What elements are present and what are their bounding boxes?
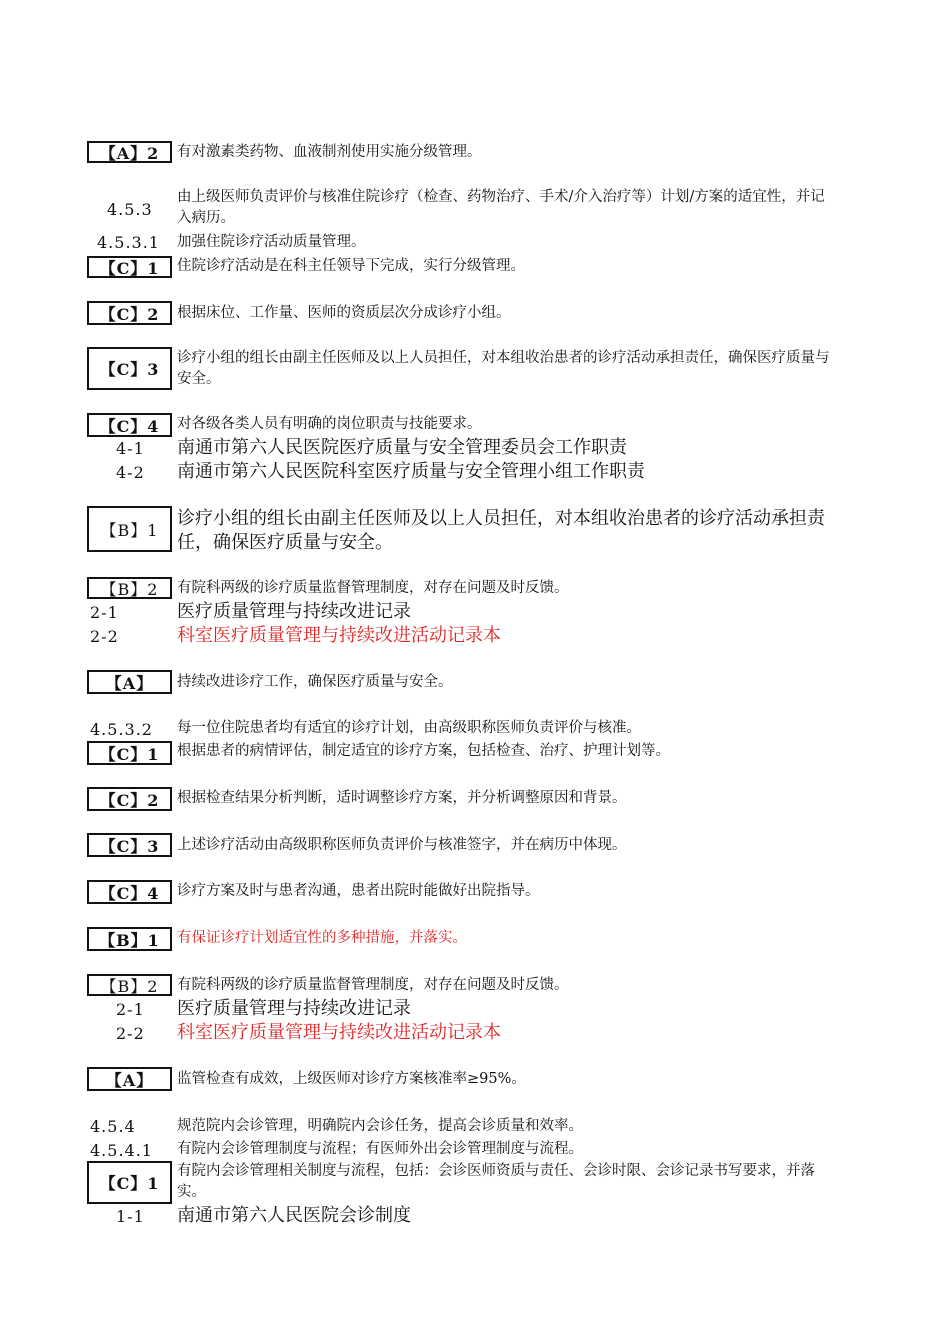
level-badge: 【B】1 [87, 506, 172, 552]
level-badge: 【A】 [87, 1067, 172, 1091]
document-title: 南通市第六人民医院会诊制度 [177, 1205, 411, 1226]
section-code: 4.5.4 [90, 1117, 136, 1136]
level-badge: 【C】1 [87, 256, 172, 278]
criterion-text: 根据床位、工作量、医师的资质层次分成诊疗小组。 [177, 305, 511, 321]
level-badge: 【C】1 [87, 741, 172, 765]
criterion-text: 住院诊疗活动是在科主任领导下完成，实行分级管理。 [177, 258, 525, 274]
document-title: 南通市第六人民医院医疗质量与安全管理委员会工作职责 [177, 437, 627, 458]
level-badge: 【C】4 [87, 880, 172, 904]
document-code: 2-1 [90, 603, 119, 622]
criterion-text: 诊疗方案及时与患者沟通，患者出院时能做好出院指导。 [177, 883, 540, 899]
section-title: 由上级医师负责评价与核准住院诊疗（检查、药物治疗、手术/介入治疗等）计划/方案的适宜性，并记入病历。 [177, 189, 825, 226]
section-code: 4.5.4.1 [90, 1141, 153, 1160]
document-title: 医疗质量管理与持续改进记录 [177, 601, 411, 622]
level-badge: 【A】2 [87, 141, 172, 163]
criterion-text: 有院内会诊管理相关制度与流程，包括：会诊医师资质与责任、会诊时限、会诊记录书写要求，并落实。 [177, 1163, 815, 1200]
section-title: 规范院内会诊管理，明确院内会诊任务，提高会诊质量和效率。 [177, 1118, 583, 1134]
level-badge: 【C】2 [87, 301, 172, 325]
level-badge: 【C】2 [87, 787, 172, 811]
document-code: 4-2 [116, 463, 145, 482]
document-code: 2-2 [90, 627, 119, 646]
document-title: 科室医疗质量管理与持续改进活动记录本 [177, 625, 501, 646]
criterion-text: 有对激素类药物、血液制剂使用实施分级管理。 [177, 144, 482, 160]
criterion-text: 上述诊疗活动由高级职称医师负责评价与核准签字，并在病历中体现。 [177, 837, 627, 853]
document-code: 1-1 [116, 1207, 145, 1226]
section-title: 加强住院诊疗活动质量管理。 [177, 234, 366, 250]
criterion-text: 诊疗小组的组长由副主任医师及以上人员担任，对本组收治患者的诊疗活动承担责任，确保医疗质量与安全。 [177, 350, 830, 387]
section-code: 4.5.3.2 [90, 720, 153, 739]
criterion-text: 持续改进诊疗工作，确保医疗质量与安全。 [177, 674, 453, 690]
level-badge: 【B】2 [87, 974, 172, 996]
level-badge: 【C】4 [87, 413, 172, 437]
criterion-text: 对各级各类人员有明确的岗位职责与技能要求。 [177, 416, 482, 432]
criterion-text: 有院科两级的诊疗质量监督管理制度，对存在问题及时反馈。 [177, 977, 569, 993]
criterion-text: 监管检查有成效，上级医师对诊疗方案核准率≥95%。 [177, 1071, 526, 1087]
level-badge: 【B】2 [87, 577, 172, 599]
level-badge: 【C】3 [87, 347, 172, 390]
criterion-text: 有保证诊疗计划适宜性的多种措施，并落实。 [177, 930, 467, 946]
document-code: 4-1 [116, 439, 145, 458]
section-title: 有院内会诊管理制度与流程；有医师外出会诊管理制度与流程。 [177, 1141, 583, 1157]
document-title: 科室医疗质量管理与持续改进活动记录本 [177, 1022, 501, 1043]
document-title: 医疗质量管理与持续改进记录 [177, 998, 411, 1019]
level-badge: 【A】 [87, 670, 172, 694]
level-badge: 【B】1 [87, 927, 172, 951]
document-code: 2-2 [116, 1024, 145, 1043]
section-code: 4.5.3 [107, 200, 153, 219]
document-code: 2-1 [116, 1000, 145, 1019]
section-title: 每一位住院患者均有适宜的诊疗计划，由高级职称医师负责评价与核准。 [177, 720, 641, 736]
level-badge: 【C】1 [87, 1161, 172, 1204]
section-code: 4.5.3.1 [97, 233, 160, 252]
document-title: 南通市第六人民医院科室医疗质量与安全管理小组工作职责 [177, 461, 645, 482]
criterion-text: 根据检查结果分析判断，适时调整诊疗方案，并分析调整原因和背景。 [177, 790, 627, 806]
criterion-text: 诊疗小组的组长由副主任医师及以上人员担任，对本组收治患者的诊疗活动承担责任，确保医疗质量与安全。 [177, 508, 825, 553]
criterion-text: 根据患者的病情评估，制定适宜的诊疗方案，包括检查、治疗、护理计划等。 [177, 743, 670, 759]
level-badge: 【C】3 [87, 833, 172, 857]
criterion-text: 有院科两级的诊疗质量监督管理制度，对存在问题及时反馈。 [177, 580, 569, 596]
